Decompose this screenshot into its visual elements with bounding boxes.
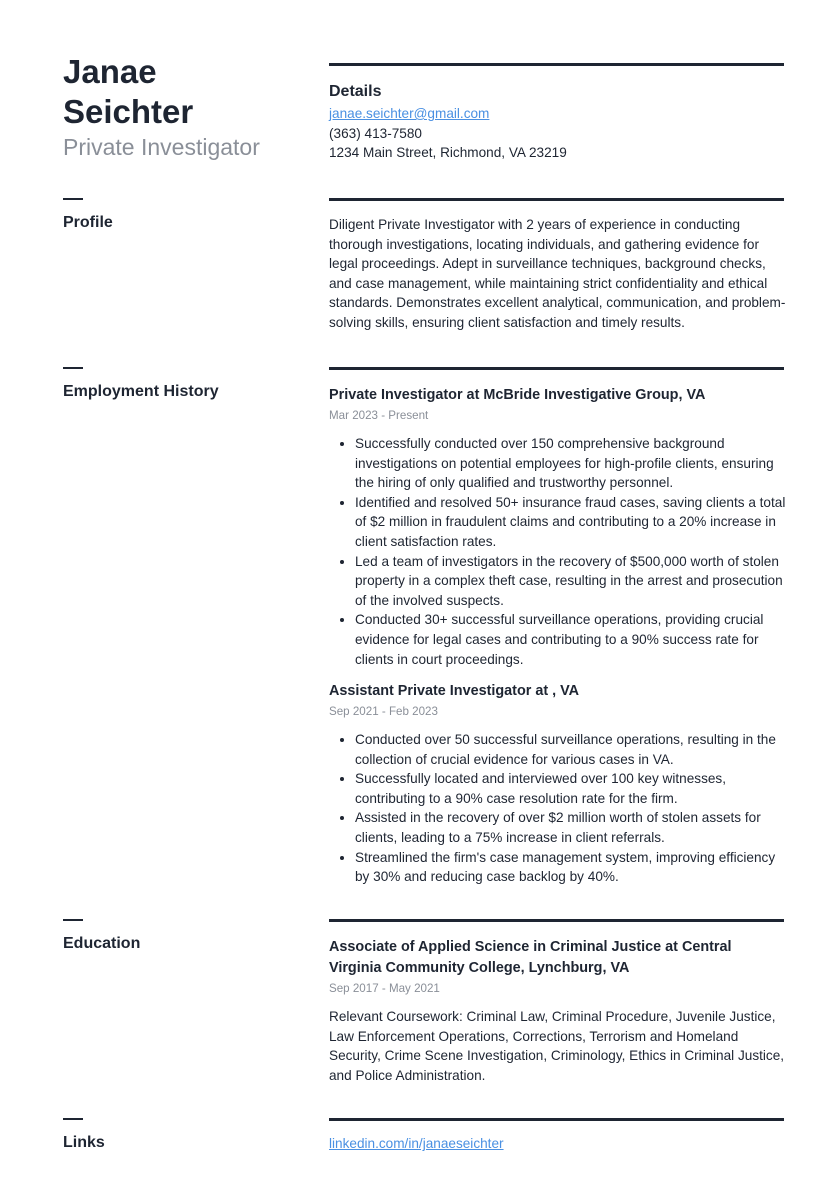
job-bullet: • Streamlined the firm's case management system, improving efficiency by 30% and reducing case backlog by 40%. xyxy=(355,848,787,887)
job-bullet: • Led a team of investigators in the recovery of $500,000 worth of stolen property in a complex theft case, resulting in the arrest and prosecution of the involved suspects. xyxy=(355,552,787,611)
last-name: Seichter xyxy=(63,93,194,130)
job-entry xyxy=(329,681,787,887)
profile-section xyxy=(329,215,787,333)
linkedin-link[interactable]: linkedin.com/in/janaeseichter xyxy=(329,1136,504,1151)
job-bullet: • Successfully conducted over 150 comprehensive background investigations on potential employees for high-profile clients, ensuring the hiring of only qualified and trustworthy personnel. xyxy=(355,434,787,493)
job-title: Assistant Private Investigator at , VA xyxy=(329,683,580,699)
employment-dash xyxy=(63,367,83,369)
details-section xyxy=(329,82,787,163)
education-dash xyxy=(63,919,83,921)
education-rule xyxy=(329,919,784,922)
education-dates: Sep 2017 - May 2021 xyxy=(329,982,440,995)
job-bullets xyxy=(329,730,787,887)
job-bullet: • Conducted over 50 successful surveillance operations, resulting in the collection of crucial evidence for various cases in VA. xyxy=(355,730,787,769)
links-rule xyxy=(329,1118,784,1121)
profile-rule xyxy=(329,198,784,201)
education-heading: Education xyxy=(63,935,141,952)
employment-rule xyxy=(329,367,784,370)
job-bullets xyxy=(329,434,787,669)
job-dates: Sep 2021 - Feb 2023 xyxy=(329,705,438,718)
email-link[interactable]: janae.seichter@gmail.com xyxy=(329,106,490,121)
job-bullet: • Assisted in the recovery of over $2 million worth of stolen assets for clients, leading to a 75% increase in client referrals. xyxy=(355,808,787,847)
coursework-text: Relevant Coursework: Criminal Law, Criminal Procedure, Juvenile Justice, Law Enforcement Operations, Corrections, Terrorism and Homeland Security, Crime Scene Investigation, Criminology, Ethics in Criminal Justice, and Police Administration. xyxy=(329,1009,785,1083)
links-heading: Links xyxy=(63,1134,105,1151)
profile-text: Diligent Private Investigator with 2 years of experience in conducting thorough investigations, locating individuals, and gathering evidence for legal proceedings. Adept in surveillance techniques, background checks, and case management, while maintaining strict confidentiality and ethical standards. Demonstrates excellent analytical, communication, and problem-solving skills, ensuring client satisfaction and timely results. xyxy=(329,217,786,330)
candidate-job-title: Private Investigator xyxy=(63,134,260,160)
job-bullet: • Successfully located and interviewed over 100 key witnesses, contributing to a 90% case resolution rate for the firm. xyxy=(355,769,787,808)
details-heading: Details xyxy=(329,83,382,100)
degree-title: Associate of Applied Science in Criminal Justice at Central Virginia Community College, Lynchburg, VA xyxy=(329,939,732,976)
phone-number: (363) 413-7580 xyxy=(329,125,422,141)
details-rule xyxy=(329,63,784,66)
profile-heading: Profile xyxy=(63,214,113,231)
job-dates: Mar 2023 - Present xyxy=(329,409,429,422)
job-bullet: • Identified and resolved 50+ insurance fraud cases, saving clients a total of $2 million in fraudulent claims and contributing to a 20% increase in client satisfaction rates. xyxy=(355,493,787,552)
candidate-name xyxy=(63,52,303,132)
education-entry xyxy=(329,937,787,1085)
employment-heading: Employment History xyxy=(63,383,219,400)
first-name: Janae xyxy=(63,53,157,90)
job-title: Private Investigator at McBride Investigative Group, VA xyxy=(329,387,706,403)
links-dash xyxy=(63,1118,83,1120)
links-section xyxy=(329,1134,787,1154)
job-entry xyxy=(329,385,787,669)
profile-dash xyxy=(63,198,83,200)
address: 1234 Main Street, Richmond, VA 23219 xyxy=(329,145,567,161)
job-bullet: • Conducted 30+ successful surveillance operations, providing crucial evidence for legal cases and contributing to a 90% success rate for clients in court proceedings. xyxy=(355,610,787,669)
